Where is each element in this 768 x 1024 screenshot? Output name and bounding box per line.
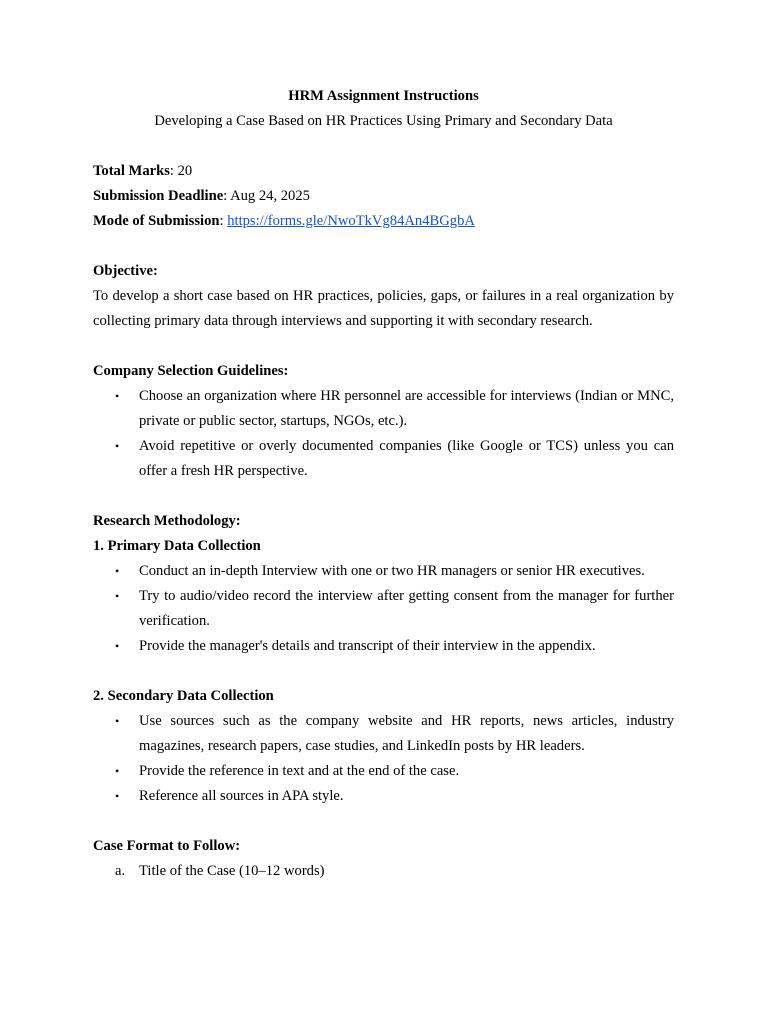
list-item [93, 559, 674, 584]
list-item [93, 859, 674, 884]
case-format-list [93, 859, 674, 884]
total-marks [93, 159, 674, 184]
mode-of-submission-separator: : [219, 213, 228, 229]
list-item [93, 759, 674, 784]
spacer [93, 334, 674, 359]
list-item-text: Avoid repetitive or overly documented companies (like Google or TCS) unless you can offer a fresh HR perspective. [139, 438, 674, 479]
list-item [93, 384, 674, 434]
spacer [93, 809, 674, 834]
bullet-icon: • [115, 564, 120, 578]
mode-of-submission-label: Mode of Submission [93, 213, 220, 229]
total-marks-label: Total Marks [93, 163, 170, 179]
objective-heading: Objective: [93, 263, 158, 279]
company-selection-list [93, 384, 674, 484]
list-item-text: Reference all sources in APA style. [139, 788, 344, 804]
list-item-text: Title of the Case (10–12 words) [139, 863, 325, 879]
bullet-icon: • [115, 639, 120, 653]
document-title: HRM Assignment Instructions [288, 88, 479, 104]
list-item-text: Provide the reference in text and at the end of the case. [139, 763, 460, 779]
list-item-text: Choose an organization where HR personnel are accessible for interviews (Indian or MNC, private or public sector, startups, NGOs, etc.). [139, 388, 674, 429]
submission-deadline-label: Submission Deadline [93, 188, 224, 204]
list-item-text: Conduct an in-depth Interview with one or two HR managers or senior HR executives. [139, 563, 645, 579]
research-methodology-heading: Research Methodology: [93, 513, 241, 529]
list-item-text: Try to audio/video record the interview after getting consent from the manager for further verification. [139, 588, 674, 629]
submission-deadline [93, 184, 674, 209]
list-item [93, 709, 674, 759]
list-item [93, 784, 674, 809]
bullet-icon: • [115, 789, 120, 803]
secondary-data-list [93, 709, 674, 809]
spacer [93, 134, 674, 159]
list-item-text: Provide the manager's details and transcript of their interview in the appendix. [139, 638, 596, 654]
objective-text: To develop a short case based on HR practices, policies, gaps, or failures in a real organization by collecting primary data through interviews and supporting it with secondary research. [93, 288, 674, 329]
mode-of-submission [93, 209, 674, 234]
list-item-marker: a. [115, 863, 126, 879]
total-marks-value: : 20 [169, 163, 193, 179]
primary-data-list [93, 559, 674, 659]
bullet-icon: • [115, 714, 120, 728]
document-page [93, 84, 674, 884]
spacer [93, 659, 674, 684]
list-item [93, 584, 674, 634]
spacer [93, 484, 674, 509]
submission-deadline-value: : Aug 24, 2025 [223, 188, 310, 204]
document-subtitle: Developing a Case Based on HR Practices Using Primary and Secondary Data [154, 113, 613, 129]
list-item [93, 434, 674, 484]
spacer [93, 234, 674, 259]
bullet-icon: • [115, 439, 120, 453]
list-item-text: Use sources such as the company website and HR reports, news articles, industry magazines, research papers, case studies, and LinkedIn posts by HR leaders. [139, 713, 674, 754]
company-selection-heading: Company Selection Guidelines: [93, 363, 289, 379]
secondary-data-heading: 2. Secondary Data Collection [93, 688, 274, 704]
primary-data-heading: 1. Primary Data Collection [93, 538, 261, 554]
list-item [93, 634, 674, 659]
case-format-heading: Case Format to Follow: [93, 838, 241, 854]
bullet-icon: • [115, 589, 120, 603]
submission-form-link[interactable]: https://forms.gle/NwoTkVg84An4BGgbA [227, 213, 475, 229]
bullet-icon: • [115, 389, 120, 403]
bullet-icon: • [115, 764, 120, 778]
